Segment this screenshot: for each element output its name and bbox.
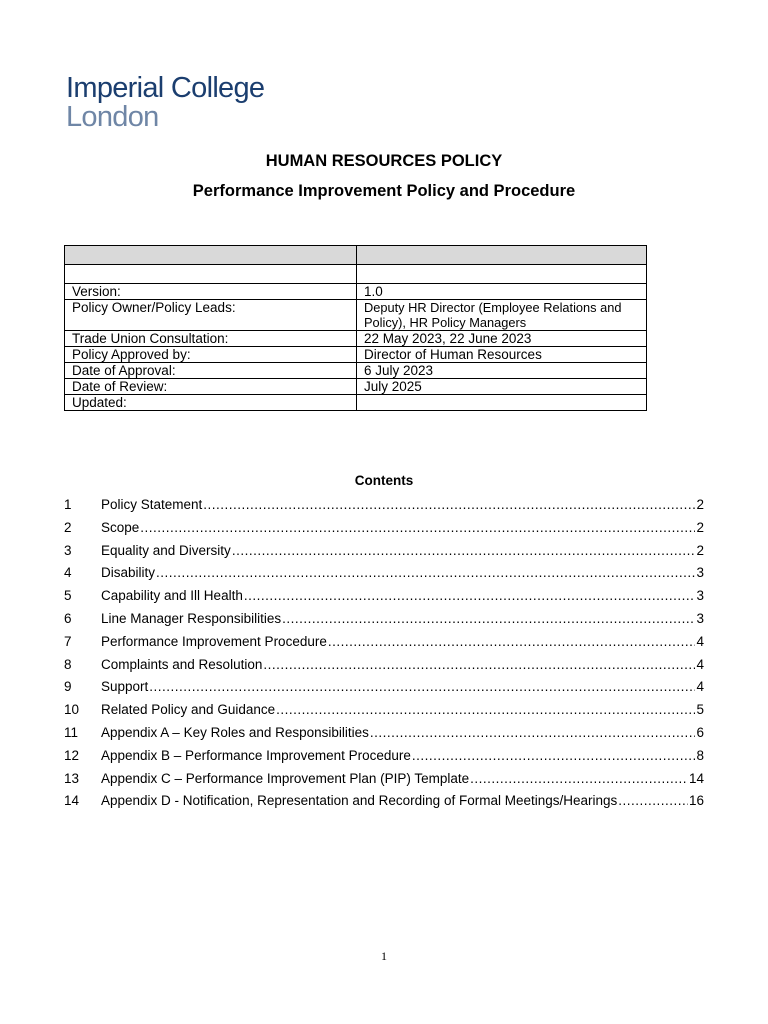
row-value <box>357 300 647 331</box>
document-subtitle: Performance Improvement Policy and Procedure <box>192 182 576 200</box>
toc-title[interactable]: Appendix B – Performance Improvement Procedure <box>101 747 411 763</box>
table-row <box>65 363 647 379</box>
toc-number: 7 <box>64 633 72 649</box>
toc-entry[interactable] <box>64 725 704 748</box>
toc-leader-dots <box>282 611 695 626</box>
toc-page-number: 2 <box>696 497 704 512</box>
row-value: 22 May 2023, 22 June 2023 <box>357 331 647 347</box>
toc-page-number: 5 <box>696 702 704 718</box>
row-value: 6 July 2023 <box>357 363 647 379</box>
toc-title[interactable]: Appendix D - Notification, Representation and Recording of Formal Meetings/Hearings <box>101 793 618 809</box>
toc-leader-dots <box>203 497 695 512</box>
toc-page-number: 4 <box>696 679 704 695</box>
page-number: 1 <box>381 949 387 963</box>
toc-page-number: 8 <box>696 747 704 763</box>
toc-leader-dots <box>232 543 696 558</box>
toc-number: 11 <box>64 724 79 740</box>
toc-title[interactable]: Related Policy and Guidance <box>101 702 276 718</box>
row-label: Date of Approval: <box>65 363 357 379</box>
toc-page-number: 14 <box>688 770 704 786</box>
toc-entry[interactable] <box>64 748 704 771</box>
toc-entry[interactable] <box>64 634 704 657</box>
table-row <box>65 300 647 331</box>
toc-page-number: 3 <box>696 588 704 604</box>
toc-entry[interactable] <box>64 793 704 816</box>
toc-page-number: 4 <box>696 656 704 672</box>
table-row <box>65 395 647 411</box>
toc-number: 4 <box>64 565 72 581</box>
table-header-cell <box>65 246 357 265</box>
toc-number: 6 <box>64 610 72 626</box>
toc-entry[interactable] <box>64 771 704 794</box>
row-value: July 2025 <box>357 379 647 395</box>
toc-title[interactable]: Complaints and Resolution <box>101 656 263 672</box>
toc-leader-dots <box>244 588 696 603</box>
imperial-college-logo <box>66 74 264 132</box>
toc-number: 14 <box>64 793 80 809</box>
table-row <box>65 284 647 300</box>
toc-title[interactable]: Equality and Diversity <box>101 542 231 558</box>
toc-entry[interactable] <box>64 588 704 611</box>
toc-title[interactable]: Appendix A – Key Roles and Responsibilities <box>101 724 369 740</box>
toc-leader-dots <box>276 702 695 717</box>
toc-number: 12 <box>64 747 80 763</box>
toc-entry[interactable] <box>64 702 704 725</box>
toc-title[interactable]: Disability <box>101 565 156 581</box>
row-label: Policy Owner/Policy Leads: <box>65 300 357 331</box>
toc-number: 10 <box>64 702 80 718</box>
table-row <box>65 331 647 347</box>
toc-page-number: 2 <box>696 519 704 535</box>
toc-leader-dots <box>470 771 688 786</box>
toc-number: 5 <box>64 588 72 604</box>
document-title: HUMAN RESOURCES POLICY <box>265 152 503 170</box>
toc-number: 2 <box>64 519 72 535</box>
toc-number: 13 <box>64 770 80 786</box>
table-header-cell <box>357 246 647 265</box>
toc-title[interactable]: Capability and Ill Health <box>101 588 243 604</box>
toc-leader-dots <box>412 748 696 763</box>
toc-number: 3 <box>64 542 72 558</box>
toc-leader-dots <box>328 634 696 649</box>
row-label: Version: <box>65 284 357 300</box>
table-header-row <box>65 246 647 265</box>
logo-line-1: Imperial College <box>66 72 265 104</box>
toc-entry[interactable] <box>64 565 704 588</box>
toc-entry[interactable] <box>64 543 704 566</box>
table-blank-row <box>65 265 647 284</box>
toc-page-number: 2 <box>696 542 704 558</box>
toc-number: 8 <box>64 656 72 672</box>
toc-title[interactable]: Line Manager Responsibilities <box>101 610 282 626</box>
row-label: Date of Review: <box>65 379 357 395</box>
toc-leader-dots <box>149 679 695 694</box>
policy-metadata-table <box>64 245 647 411</box>
toc-page-number: 16 <box>688 793 704 809</box>
row-label: Trade Union Consultation: <box>65 331 357 347</box>
toc-page-number: 4 <box>696 633 704 649</box>
toc-title[interactable]: Policy Statement <box>101 497 203 512</box>
toc-leader-dots <box>263 657 695 672</box>
toc-number: 9 <box>64 679 72 695</box>
toc-page-number: 3 <box>696 610 704 626</box>
toc-title[interactable]: Scope <box>101 519 140 535</box>
toc-leader-dots <box>156 565 695 580</box>
row-value <box>357 395 647 411</box>
row-value: Director of Human Resources <box>357 347 647 363</box>
toc-page-number: 6 <box>696 724 704 740</box>
toc-entry[interactable] <box>64 611 704 634</box>
toc-title[interactable]: Appendix C – Performance Improvement Plan (PIP) Template <box>101 770 470 786</box>
toc-leader-dots <box>618 793 688 808</box>
row-label: Policy Approved by: <box>65 347 357 363</box>
toc-leader-dots <box>140 520 695 535</box>
toc-title[interactable]: Support <box>101 679 149 695</box>
table-cell <box>357 265 647 284</box>
toc-page-number: 3 <box>696 565 704 581</box>
table-cell <box>65 265 357 284</box>
row-value: 1.0 <box>357 284 647 300</box>
toc-entry[interactable] <box>64 497 704 520</box>
toc-entry[interactable] <box>64 657 704 680</box>
toc-leader-dots <box>370 725 696 740</box>
toc-entry[interactable] <box>64 520 704 543</box>
contents-heading: Contents <box>354 473 414 488</box>
toc-number: 1 <box>64 497 72 512</box>
table-row <box>65 379 647 395</box>
table-row <box>65 347 647 363</box>
logo-line-2: London <box>66 101 159 133</box>
toc-title[interactable]: Performance Improvement Procedure <box>101 633 327 649</box>
table-of-contents <box>64 497 704 816</box>
row-value-text: Deputy HR Director (Employee Relations and Policy), HR Policy Managers <box>364 300 622 330</box>
toc-entry[interactable] <box>64 679 704 702</box>
row-label: Updated: <box>65 395 357 411</box>
